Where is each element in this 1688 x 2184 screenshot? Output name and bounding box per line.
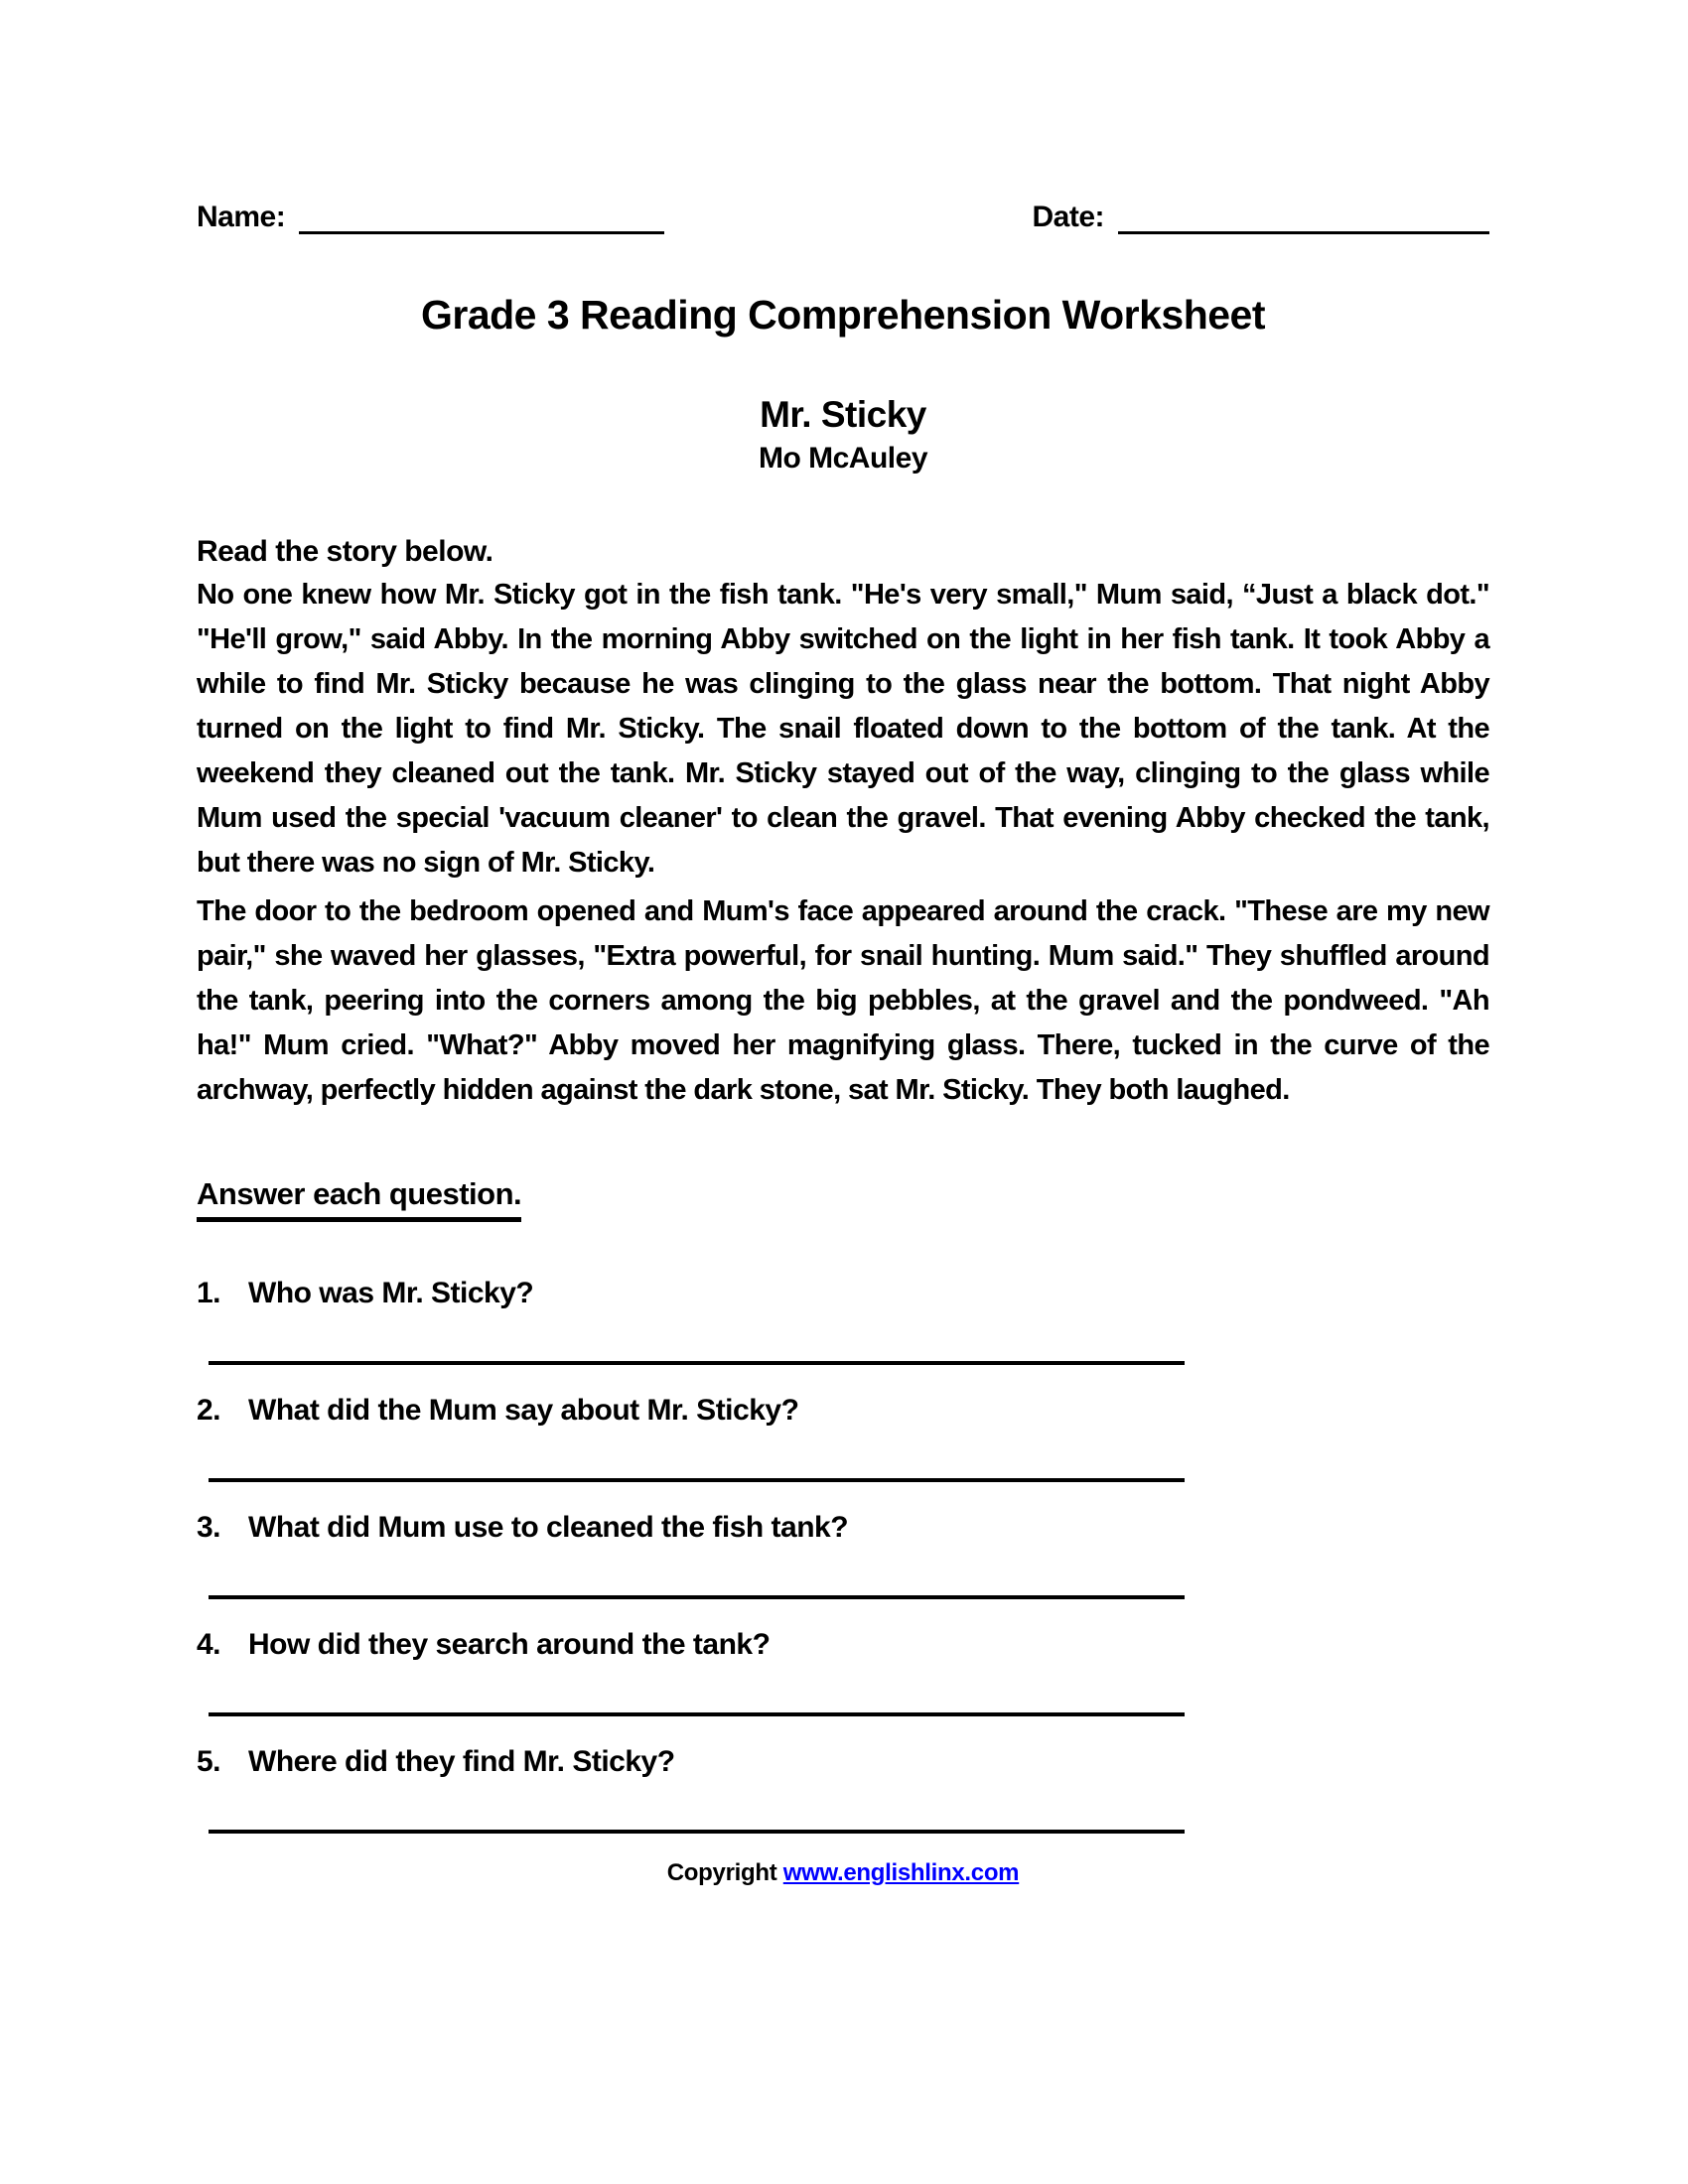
question-text: How did they search around the tank?	[248, 1628, 771, 1661]
answer-heading: Answer each question.	[197, 1176, 521, 1222]
question-number: 5.	[197, 1745, 221, 1778]
question-number: 4.	[197, 1628, 221, 1661]
question-number: 1.	[197, 1277, 221, 1309]
story-paragraph: The door to the bedroom opened and Mum's face appeared around the crack. "These are my new pair," she waved her glasses, "Extra powerful, for snail hunting. Mum said." They shuffled around the tank, peering into the corners among the big pebbles, at the gravel and the pondweed. "Ah ha!" Mum cried. "What?" Abby moved her magnifying glass. There, tucked in the curve of the archway, perfectly hidden against the dark stone, sat Mr. Sticky. They both laughed.	[197, 895, 1489, 1106]
read-instructions: Read the story below.	[197, 535, 493, 568]
question-number: 3.	[197, 1511, 221, 1544]
date-label: Date:	[1032, 201, 1104, 233]
copyright-link[interactable]: www.englishlinx.com	[782, 1859, 1020, 1886]
name-label: Name:	[197, 201, 286, 233]
name-field-group	[197, 199, 664, 234]
story-author: Mo McAuley	[758, 442, 928, 475]
copyright-footer	[197, 1859, 1489, 1887]
question-number: 2.	[197, 1394, 221, 1427]
copyright-label: Copyright	[666, 1859, 777, 1886]
question-text: Who was Mr. Sticky?	[248, 1277, 534, 1309]
questions-list	[197, 1274, 1489, 1834]
date-field-group	[1032, 199, 1489, 234]
question-item	[197, 1274, 1489, 1313]
answer-blank-line	[209, 1712, 1185, 1716]
story-text	[197, 573, 1489, 1113]
question-item	[197, 1508, 1489, 1548]
answer-blank-line	[209, 1830, 1185, 1834]
story-paragraph: No one knew how Mr. Sticky got in the fish tank. "He's very small," Mum said, “Just a black dot." "He'll grow," said Abby. In the morning Abby switched on the light in her fish tank. It took Abby a while to find Mr. Sticky because he was clinging to the glass near the bottom. That night Abby turned on the light to find Mr. Sticky. The snail floated down to the bottom of the tank. At the weekend they cleaned out the tank. Mr. Sticky stayed out of the way, clinging to the glass while Mum used the special 'vacuum cleaner' to clean the gravel. That evening Abby checked the tank, but there was no sign of Mr. Sticky.	[197, 579, 1489, 879]
answer-heading-wrap	[197, 1176, 1489, 1222]
question-text: Where did they find Mr. Sticky?	[248, 1745, 675, 1778]
answer-blank-line	[209, 1595, 1185, 1599]
date-blank-line	[1118, 199, 1489, 234]
question-item	[197, 1742, 1489, 1782]
question-text: What did the Mum say about Mr. Sticky?	[248, 1394, 799, 1427]
answer-blank-line	[209, 1361, 1185, 1365]
name-date-row	[197, 199, 1489, 234]
name-blank-line	[299, 199, 664, 234]
question-item	[197, 1625, 1489, 1665]
question-item	[197, 1391, 1489, 1431]
story-title: Mr. Sticky	[760, 394, 926, 435]
worksheet-title: Grade 3 Reading Comprehension Worksheet	[420, 292, 1266, 338]
answer-blank-line	[209, 1478, 1185, 1482]
question-text: What did Mum use to cleaned the fish tank?	[248, 1511, 849, 1544]
